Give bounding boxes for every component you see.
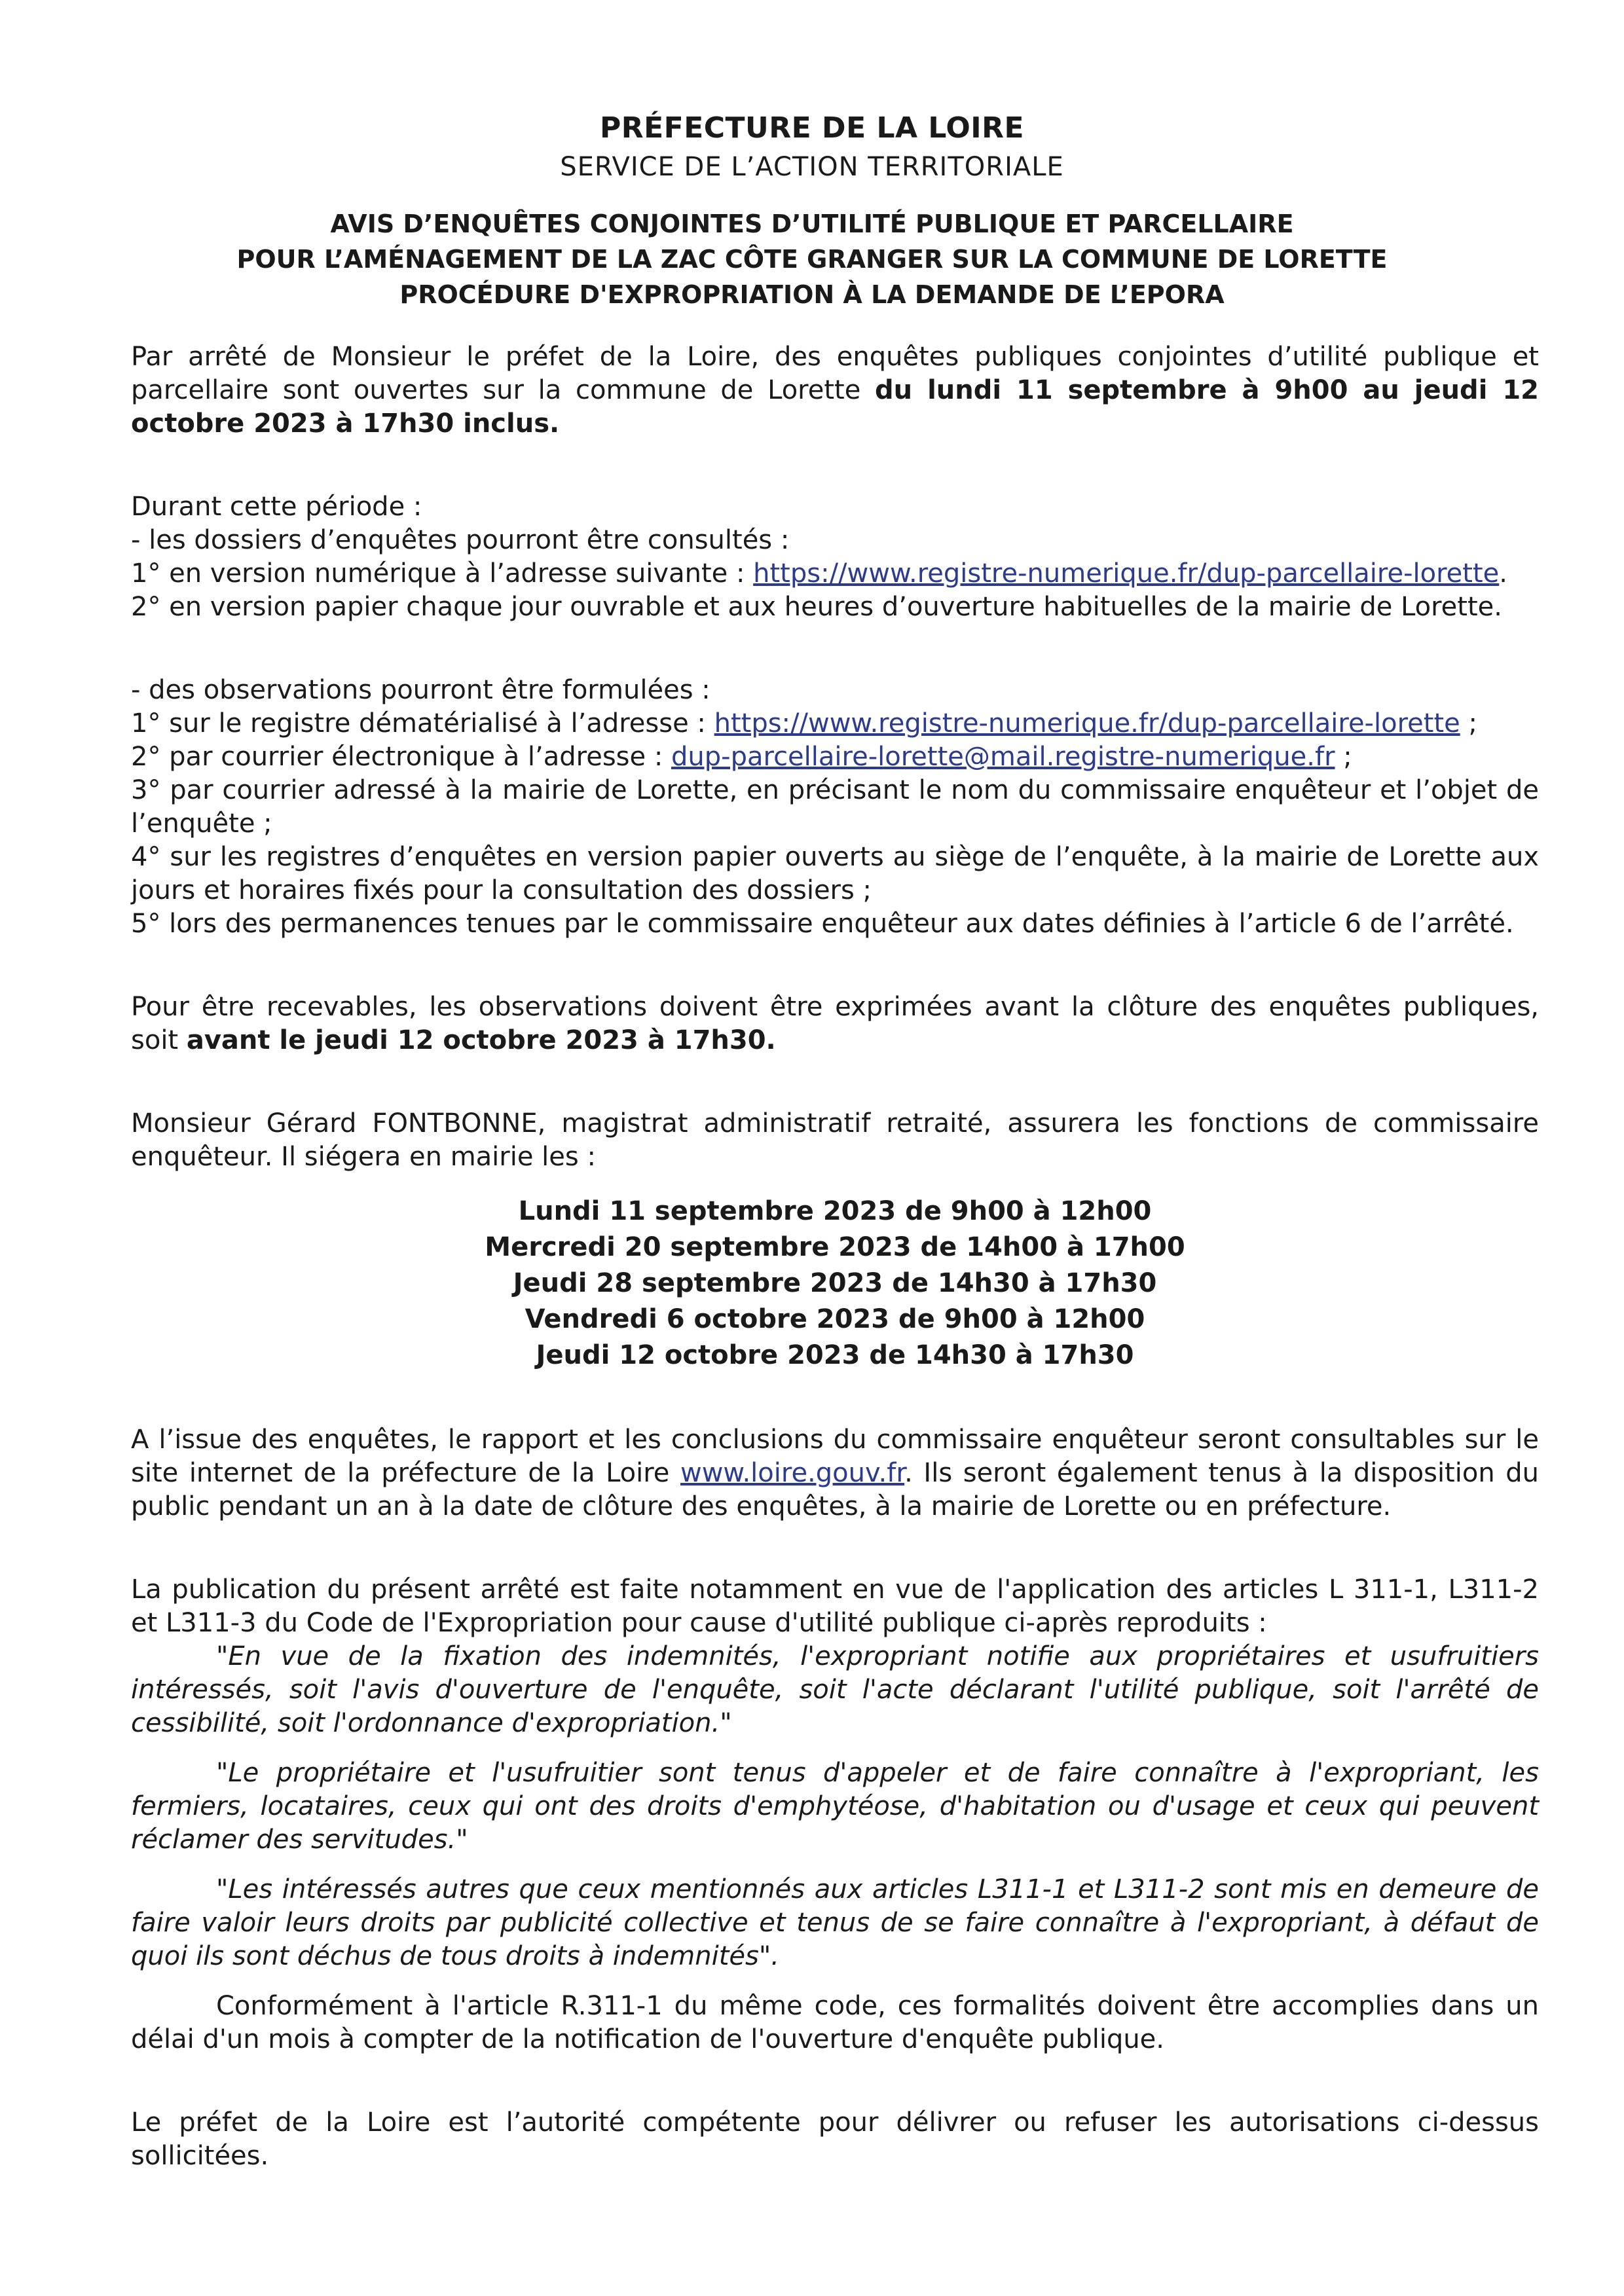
observations-item-2-text: 2° par courrier électronique à l’adresse : (131, 742, 672, 772)
observations-item-1-text: 1° sur le registre dématérialisé à l’adresse : (131, 708, 714, 738)
registre-link-consultation[interactable]: https://www.registre-numerique.fr/dup-parcellaire-lorette (753, 558, 1500, 589)
report-paragraph (131, 1423, 1539, 1523)
consultation-sub: - les dossiers d’enquêtes pourront être consultés : (131, 525, 790, 555)
observations-item-1 (131, 707, 1539, 740)
observations-item-4: 4° sur les registres d’enquêtes en version papier ouverts au siège de l’enquête, à la mairie de Lorette aux jours et horaires fixés pour la consultation des dossiers ; (131, 842, 1539, 905)
consultation-item-2: 2° en version papier chaque jour ouvrable et aux heures d’ouverture habituelles de la mairie de Lorette. (131, 592, 1502, 622)
permanence-date: Mercredi 20 septembre 2023 de 14h00 à 17h00 (485, 1232, 1185, 1262)
permanence-date: Vendredi 6 octobre 2023 de 9h00 à 12h00 (525, 1304, 1145, 1334)
quote-article-l311-2: "Le propriétaire et l'usufruitier sont tenus d'appeler et de faire connaître à l'expropriant, les fermiers, locataires, ceux qui ont des droits d'emphytéose, d'habitation ou d'usage et ceux qui peuvent réclamer des servitudes." (131, 1758, 1539, 1855)
prefecture-title: PRÉFECTURE DE LA LOIRE (599, 111, 1025, 145)
permanence-date: Lundi 11 septembre 2023 de 9h00 à 12h00 (518, 1196, 1152, 1226)
observations-item-2 (131, 740, 1539, 774)
intro-dates: du lundi 11 septembre à 9h00 au jeudi 12 octobre 2023 à 17h30 inclus. (131, 375, 1539, 439)
consultation-heading: Durant cette période : (131, 492, 422, 522)
consultation-item-1 (131, 557, 1539, 591)
deadline-date: avant le jeudi 12 octobre 2023 à 17h30. (186, 1025, 776, 1055)
quote-article-l311-1: "En vue de la fixation des indemnités, l'expropriant notifie aux propriétaires et usufruitiers intéressés, soit l'avis d'ouverture de l'enquête, soit l'acte déclarant l'utilité publique, soit l'arrêté de cessibilité, soit l'ordonnance d'expropriation." (131, 1641, 1539, 1738)
notice-title-line-1: AVIS D’ENQUÊTES CONJOINTES D’UTILITÉ PUBLIQUE ET PARCELLAIRE (330, 210, 1294, 238)
permanence-date: Jeudi 12 octobre 2023 de 14h30 à 17h30 (536, 1340, 1134, 1370)
publication-paragraph: La publication du présent arrêté est faite notamment en vue de l'application des articles L 311-1, L311-2 et L311-3 du Code de l'Expropriation pour cause d'utilité publique ci-après reproduits : (131, 1575, 1539, 1638)
commissioner-paragraph: Monsieur Gérard FONTBONNE, magistrat administratif retraité, assurera les fonctions de commissaire enquêteur. Il siégera en mairie les : (131, 1108, 1539, 1172)
conformity-paragraph: Conformément à l'article R.311-1 du même code, ces formalités doivent être accomplies dans un délai d'un mois à compter de la notification de l'ouverture d'enquête publique. (131, 1991, 1539, 2054)
observations-item-1-end: ; (1460, 708, 1477, 738)
observations-item-2-end: ; (1335, 742, 1352, 772)
email-link[interactable]: dup-parcellaire-lorette@mail.registre-numerique.fr (671, 742, 1335, 772)
registre-link-observations[interactable]: https://www.registre-numerique.fr/dup-parcellaire-lorette (714, 708, 1460, 738)
notice-title-line-2: POUR L’AMÉNAGEMENT DE LA ZAC CÔTE GRANGER SUR LA COMMUNE DE LORETTE (236, 245, 1388, 274)
prefecture-website-link[interactable]: www.loire.gouv.fr (680, 1458, 905, 1488)
authority-paragraph: Le préfet de la Loire est l’autorité compétente pour délivrer ou refuser les autorisations ci-dessus sollicitées. (131, 2107, 1539, 2171)
observations-item-5: 5° lors des permanences tenues par le commissaire enquêteur aux dates définies à l’article 6 de l’arrêté. (131, 909, 1514, 939)
report-end: . Ils seront également tenus à la disposition du public pendant un an à la date de clôture des enquêtes, à la mairie de Lorette ou en préfecture. (131, 1458, 1539, 1522)
deadline-paragraph (131, 991, 1539, 1057)
permanence-date: Jeudi 28 septembre 2023 de 14h30 à 17h30 (513, 1268, 1157, 1298)
intro-text: Par arrêté de Monsieur le préfet de la Loire, des enquêtes publiques conjointes d’utilité publique et parcellaire sont ouvertes sur la commune de Lorette (131, 342, 1539, 405)
quote-article-l311-3: "Les intéressés autres que ceux mentionnés aux articles L311-1 et L311-2 sont mis en demeure de faire valoir leurs droits par publicité collective et tenus de se faire connaître à l'expropriant, à défaut de quoi ils sont déchus de tous droits à indemnités". (131, 1874, 1539, 1971)
intro-paragraph (131, 340, 1539, 441)
service-subtitle: SERVICE DE L’ACTION TERRITORIALE (560, 152, 1064, 182)
consultation-item-1-text: 1° en version numérique à l’adresse suivante : (131, 558, 754, 589)
notice-title-line-3: PROCÉDURE D'EXPROPRIATION À LA DEMANDE DE L’EPORA (399, 280, 1225, 309)
consultation-item-1-end: . (1499, 558, 1507, 589)
notice-title (0, 206, 1624, 312)
permanences-list (131, 1194, 1539, 1374)
observations-item-3: 3° par courrier adressé à la mairie de Lorette, en précisant le nom du commissaire enquêteur et l’objet de l’enquête ; (131, 775, 1539, 839)
deadline-text: Pour être recevables, les observations doivent être exprimées avant la clôture des enquêtes publiques, soit (131, 992, 1539, 1055)
observations-sub: - des observations pourront être formulées : (131, 675, 710, 705)
report-text: A l’issue des enquêtes, le rapport et les conclusions du commissaire enquêteur seront consultables sur le site internet de la préfecture de la Loire (131, 1425, 1539, 1488)
notice-body (131, 340, 1539, 2173)
